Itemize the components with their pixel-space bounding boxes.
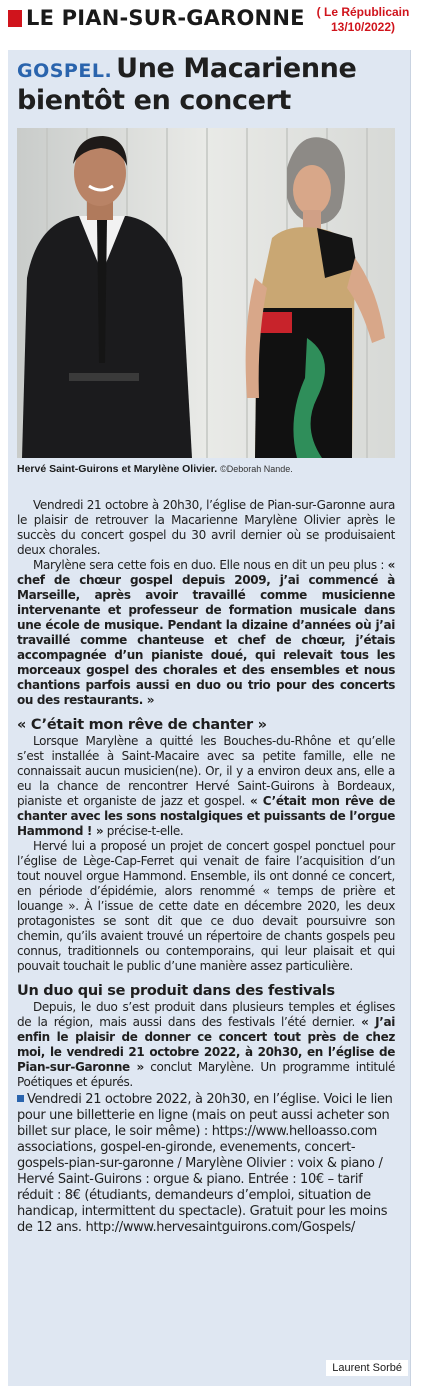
- paragraph-3: [17, 734, 395, 839]
- article-headline: [17, 54, 397, 116]
- paragraph-2-intro: Marylène sera cette fois en duo. Elle nous en dit un peu plus :: [33, 558, 388, 572]
- caption-names: Hervé Saint-Guirons et Marylène Olivier.: [17, 463, 218, 475]
- headline-kicker: GOSPEL.: [17, 60, 113, 82]
- section-marker: [8, 10, 22, 27]
- paragraph-5-quote: « J’ai enfin le plaisir de donner ce concert tout près de chez moi, le vendredi 21 octobre 2022, à 20h30, en l’église de Pian-sur-Garonne »: [17, 1015, 395, 1074]
- practical-info-text: Vendredi 21 octobre 2022, à 20h30, en l’église. Voici le lien pour une billetterie en ligne (mais on peut aussi acheter son billet sur place, le soir même) : https://www.helloasso.com associations, gospel-en-gironde, evenements, concert-gospels-pian-sur-garonne / Marylène Olivier : voix & piano / Hervé Saint-Guirons : orgue & piano. Entrée : 10€ – tarif réduit : 8€ (étudiants, demandeurs d’emploi, situation de handicap, intermittent du spectacle). Gratuit pour les moins de 12 ans. http://www.hervesaintguirons.com/Gospels/: [17, 1092, 393, 1235]
- paragraph-5-text: Depuis, le duo s’est produit dans plusieurs temples et églises de la région, mais aussi dans des festivals l’été dernier.: [17, 1000, 395, 1029]
- paragraph-2: [17, 558, 395, 708]
- headline-title: Une Macarienne bientôt en concert: [17, 53, 357, 116]
- paragraph-4: Hervé lui a proposé un projet de concert gospel ponctuel pour l’église de Lège-Cap-Ferret qui venait de faire l’acquisition d’un tout nouvel orgue Hammond. Ensemble, ils ont donné ce concert, en période d’épidémie, alors renommé « temps de prière et louange ». À l’issue de cette date en décembre 2020, les deux protagonistes se sont dit que ce duo devait poursuivre son chemin, qu’ils avaient trouvé un répertoire de chants gospels peu connus, traditionnels ou contemporains, qui leur plaisait et qui pouvait touchait le public d’une manière assez particulière.: [17, 839, 395, 973]
- photo-caption: [17, 463, 399, 476]
- source-note: ( Le Républicain 13/10/2022): [316, 5, 410, 34]
- paragraph-2-quote: « chef de chœur gospel depuis 2009, j’ai commencé à Marseille, après avoir travaillé comme musicienne intervenante et professeur de formation musicale dans une école de musique. Pendant la dizaine d’années où j’ai travaillé comme chanteuse et chef de chœur, j’étais accompagnée d’un pianiste doué, qui relevait tous les morceaux gospel des chorales et des ensembles et nous chantions parfois aussi en duo ou trio pour des concerts ou des restaurants. »: [17, 558, 395, 707]
- paragraph-3-text: Lorsque Marylène a quitté les Bouches-du-Rhône et qu’elle s’est installée à Saint-Macaire avec sa petite famille, elle ne connaissait aucun musicien(ne). Or, il y a environ deux ans, elle a eu la chance de rencontrer Hervé Saint-Guirons à Bordeaux, pianiste et organiste de jazz et gospel.: [17, 734, 395, 808]
- paragraph-1: Vendredi 21 octobre à 20h30, l’église de Pian-sur-Garonne aura le plaisir de retrouver la Macarienne Marylène Olivier après le succès du concert gospel du 30 avril dernier où se produisaient deux chorales.: [17, 498, 395, 557]
- subheading-dream: « C’était mon rêve de chanter »: [17, 717, 267, 733]
- article-body: [17, 498, 395, 1236]
- page-header: [0, 0, 425, 44]
- subheading-festivals: Un duo qui se produit dans des festivals: [17, 983, 335, 999]
- author-signature: Laurent Sorbé: [326, 1360, 408, 1376]
- paragraph-5: [17, 1000, 395, 1090]
- article-photo: [17, 128, 395, 458]
- practical-info: [17, 1092, 395, 1236]
- paragraph-5-end: conclut Marylène. Un programme intitulé Poétiques et épurés.: [17, 1060, 396, 1089]
- paragraph-3-quote: « C’était mon rêve de chanter avec les sons nostalgiques et puissants de l’orgue Hammond ! »: [17, 794, 395, 838]
- caption-credit: ©Deborah Nande.: [220, 464, 293, 474]
- info-bullet-icon: [17, 1095, 24, 1102]
- locality-title: LE PIAN-SUR-GARONNE: [26, 6, 305, 30]
- paragraph-3-end: précise-t-elle.: [103, 824, 184, 838]
